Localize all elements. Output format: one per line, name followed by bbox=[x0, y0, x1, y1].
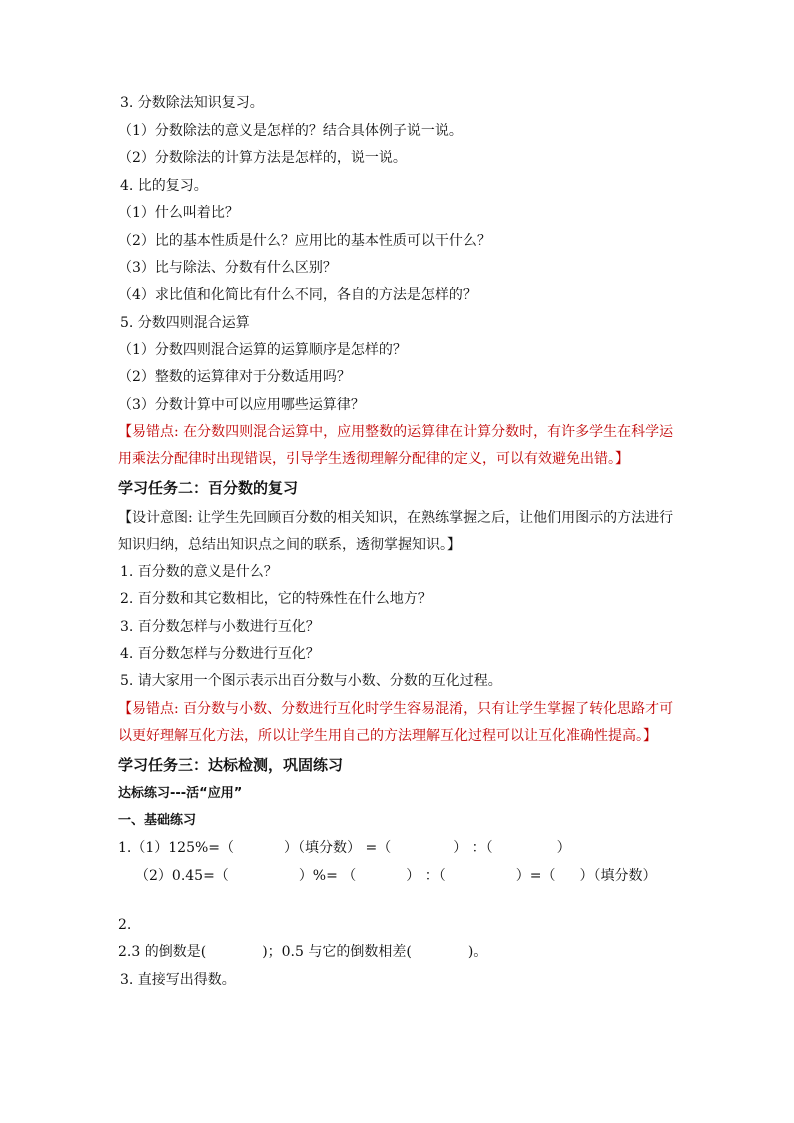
exercise-1b-mid-2: ） ：（ bbox=[406, 868, 446, 884]
exercise-1b-end: ）（填分数） bbox=[579, 868, 657, 884]
exercise-1a-prefix: 1.（1）125%=（ bbox=[118, 840, 235, 856]
section-3-question-2: （2）分数除法的计算方法是怎样的，说一说。 bbox=[118, 150, 407, 166]
error-note-1-line-1: 【易错点: 在分数四则混合运算中，应用整数的运算律在计算分数时，有许多学生在科学运 bbox=[118, 424, 674, 440]
exercise-2-part-3: )。 bbox=[467, 944, 488, 960]
task-2-item-4: 4. 百分数怎样与分数进行互化？ bbox=[120, 646, 320, 662]
section-5-question-2: （2）整数的运算律对于分数适用吗？ bbox=[118, 369, 351, 385]
section-4-title: 4. 比的复习。 bbox=[120, 178, 208, 194]
error-note-1-line-2: 用乘法分配律时出现错误，引导学生透彻理解分配律的定义，可以有效避免出错。】 bbox=[118, 451, 629, 467]
error-note-2-line-2: 以更好理解互化方法，所以让学生用自己的方法理解互化过程可以让互化准确性提高。】 bbox=[118, 728, 657, 744]
section-4-question-3: （3）比与除法、分数有什么区别？ bbox=[118, 260, 337, 276]
design-intent-line-2: 知识归纳，总结出知识点之间的联系，透彻掌握知识。】 bbox=[118, 537, 461, 553]
error-note-2-line-1: 【易错点: 百分数与小数、分数进行互化时学生容易混淆，只有让学生掌握了转化思路才可 bbox=[118, 701, 674, 717]
exercise-2-number: 2. bbox=[118, 917, 132, 933]
design-intent-line-1: 【设计意图: 让学生先回顾百分数的相关知识，在熟练掌握之后，让他们用图示的方法进行 bbox=[118, 510, 674, 526]
exercise-1b-mid-3: ）=（ bbox=[515, 868, 556, 884]
task-2-item-1: 1. 百分数的意义是什么？ bbox=[120, 564, 278, 580]
task-2-item-2: 2. 百分数和其它数相比，它的特殊性在什么地方？ bbox=[120, 591, 432, 607]
section-3-title: 3. 分数除法知识复习。 bbox=[120, 95, 264, 111]
exercise-1a-mid-2: ） ：（ bbox=[453, 840, 493, 856]
exercise-1-part-2 bbox=[135, 866, 656, 886]
exercise-2-question bbox=[118, 942, 487, 962]
exercise-1-part-1 bbox=[118, 838, 571, 858]
exercise-1a-end: ） bbox=[556, 840, 571, 856]
section-3-question-1: （1）分数除法的意义是怎样的？结合具体例子说一说。 bbox=[118, 123, 463, 139]
section-4-question-4: （4）求比值和化简比有什么不同，各自的方法是怎样的？ bbox=[118, 287, 477, 303]
section-5-title: 5. 分数四则混合运算 bbox=[120, 315, 250, 331]
exercise-1b-prefix: （2）0.45=（ bbox=[135, 868, 229, 884]
task-2-item-5: 5. 请大家用一个图示表示出百分数与小数、分数的互化过程。 bbox=[120, 673, 502, 689]
section-4-question-1: （1）什么叫着比？ bbox=[118, 205, 239, 221]
section-4-question-2: （2）比的基本性质是什么？应用比的基本性质可以干什么？ bbox=[118, 233, 491, 249]
exercise-1b-mid-1: ）%= （ bbox=[298, 868, 357, 884]
task-2-item-3: 3. 百分数怎样与小数进行互化？ bbox=[120, 619, 320, 635]
exercise-2-part-1: 2.3 的倒数是( bbox=[118, 944, 207, 960]
exercise-3-instruction: 3. 直接写出得数。 bbox=[120, 972, 236, 988]
exercise-2-part-2: )；0.5 与它的倒数相差( bbox=[262, 944, 412, 960]
section-5-question-3: （3）分数计算中可以应用哪些运算律？ bbox=[118, 397, 365, 413]
exercise-1a-mid-1: ）（填分数） =（ bbox=[284, 840, 392, 856]
task-3-subheading: 达标练习---活“应用” bbox=[118, 786, 243, 801]
basic-practice-heading: 一、基础练习 bbox=[118, 813, 197, 828]
task-3-heading: 学习任务三：达标检测，巩固练习 bbox=[118, 756, 344, 774]
task-2-heading: 学习任务二：百分数的复习 bbox=[118, 479, 299, 497]
section-5-question-1: （1）分数四则混合运算的运算顺序是怎样的？ bbox=[118, 342, 407, 358]
